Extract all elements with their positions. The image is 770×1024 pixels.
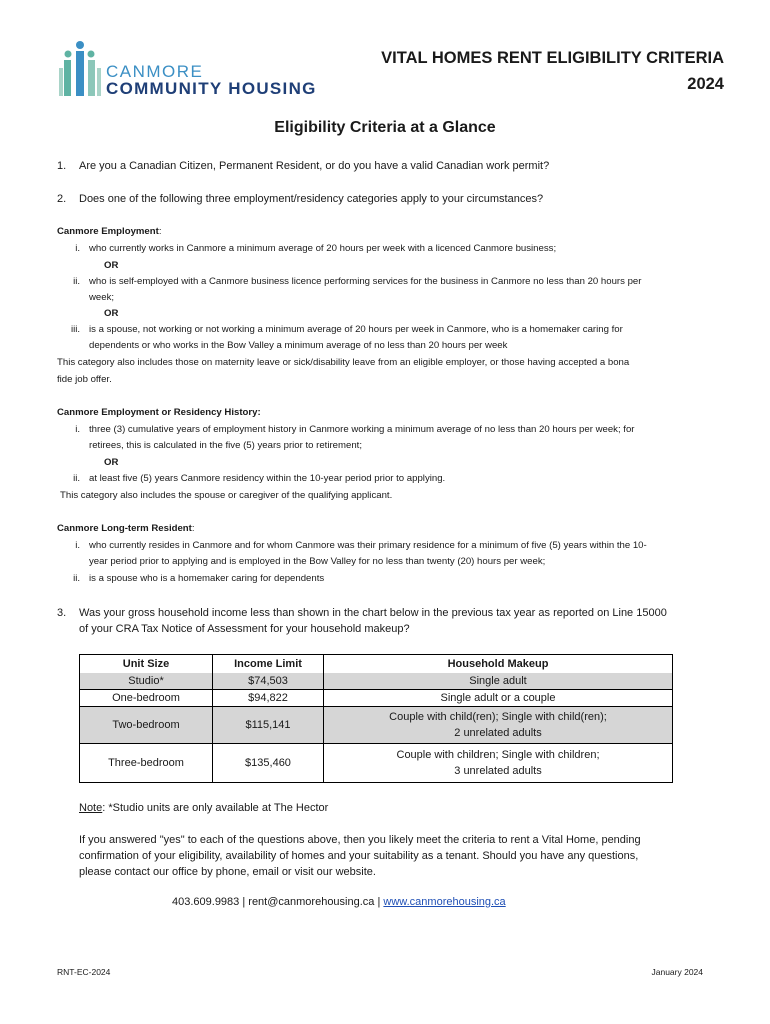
note-label: Note [79, 802, 103, 814]
list-number: ii. [73, 473, 80, 484]
website-link[interactable]: www.canmorehousing.ca [383, 896, 506, 908]
closing-line-2: confirmation of your eligibility, availability of homes and your suitability as a tenant. Should you have any questions, [79, 850, 639, 862]
table-row [80, 673, 673, 690]
table-header-row [80, 655, 673, 673]
cell-income: $94,822 [213, 690, 324, 707]
email-address[interactable]: rent@canmorehousing.ca [248, 896, 375, 908]
document-title [381, 45, 724, 97]
closing-line-1: If you answered "yes" to each of the questions above, then you likely meet the criteria to rent a Vital Home, pending [79, 834, 641, 846]
or-separator: OR [104, 308, 119, 319]
section-heading-longterm: Canmore Long-term Resident: [57, 523, 195, 534]
category-note: This category also includes those on maternity leave or sick/disability leave from an eligible employer, or those having accepted a bona [57, 357, 630, 368]
question-number: 3. [57, 607, 67, 619]
title-line-2: 2024 [687, 75, 724, 93]
note-text: : *Studio units are only available at The Hector [102, 802, 329, 814]
table-row [80, 744, 673, 783]
footer-document-code: RNT-EC-2024 [57, 967, 111, 977]
list-number: i. [75, 424, 80, 435]
question-3 [57, 605, 747, 637]
list-number: ii. [73, 276, 80, 287]
question-text: Was your gross household income less than shown in the chart below in the previous tax year as reported on Line 15000 [79, 607, 667, 619]
category-note-continued: fide job offer. [57, 374, 112, 385]
contact-line: 403.609.9983 | rent@canmorehousing.ca | www.canmorehousing.ca [172, 896, 506, 908]
cell-makeup: Couple with children; Single with children; 3 unrelated adults [324, 744, 673, 783]
question-text-continued: of your CRA Tax Notice of Assessment for your household makeup? [79, 623, 410, 635]
cell-income: $135,460 [213, 744, 324, 783]
question-number: 1. [57, 160, 67, 172]
or-separator: OR [104, 457, 119, 468]
list-item-continued: retirees, this is calculated in the five (5) years prior to retirement; [89, 440, 362, 451]
people-logo-icon [58, 40, 102, 98]
or-separator: OR [104, 260, 119, 271]
question-number: 2. [57, 193, 67, 205]
studio-note [79, 800, 328, 816]
section-heading-history: Canmore Employment or Residency History: [57, 407, 261, 418]
list-number: i. [75, 540, 80, 551]
cell-unit: Studio* [80, 673, 213, 690]
logo [58, 40, 348, 100]
cell-makeup: Single adult or a couple [324, 690, 673, 707]
income-limit-table [79, 654, 673, 783]
category-note: This category also includes the spouse or caregiver of the qualifying applicant. [60, 490, 393, 501]
list-number: i. [75, 243, 80, 254]
logo-text-canmore: CANMORE [106, 62, 204, 81]
question-1 [57, 158, 737, 174]
question-text: Does one of the following three employment/residency categories apply to your circumstances? [79, 193, 544, 205]
table-row [80, 707, 673, 744]
question-text: Are you a Canadian Citizen, Permanent Resident, or do you have a valid Canadian work permit? [79, 160, 550, 172]
cell-makeup: Couple with child(ren); Single with child(ren); 2 unrelated adults [324, 707, 673, 744]
cell-income: $115,141 [213, 707, 324, 744]
table-row [80, 690, 673, 707]
list-item: who is self-employed with a Canmore business licence performing services for the business in Canmore no less than 20 hours per [89, 276, 642, 287]
list-item-continued: week; [89, 292, 115, 303]
list-item: is a spouse, not working or not working a minimum average of 20 hours per week in Canmore, who is a homemaker caring for [89, 324, 623, 335]
section-heading-employment: Canmore Employment: [57, 226, 162, 237]
question-2 [57, 191, 737, 207]
column-header: Unit Size [80, 655, 213, 673]
list-item-continued: dependents or who works in the Bow Valley a minimum average of no less than 20 hours per week [89, 340, 508, 351]
list-number: ii. [73, 573, 80, 584]
cell-unit: Two-bedroom [80, 707, 213, 744]
closing-line-3: please contact our office by phone, email or visit our website. [79, 866, 376, 878]
list-item: who currently resides in Canmore and for whom Canmore was their primary residence for a minimum of five (5) years within the 10- [89, 540, 647, 551]
list-item: who currently works in Canmore a minimum average of 20 hours per week with a licenced Canmore business; [89, 243, 557, 254]
cell-unit: One-bedroom [80, 690, 213, 707]
column-header: Household Makeup [324, 655, 673, 673]
footer-date: January 2024 [651, 967, 703, 977]
list-number: iii. [70, 324, 80, 335]
cell-unit: Three-bedroom [80, 744, 213, 783]
list-item: at least five (5) years Canmore residency within the 10-year period prior to applying. [89, 473, 446, 484]
phone-number: 403.609.9983 [172, 896, 240, 908]
cell-income: $74,503 [213, 673, 324, 690]
column-header: Income Limit [213, 655, 324, 673]
title-line-1: VITAL HOMES RENT ELIGIBILITY CRITERIA [381, 49, 724, 67]
cell-makeup: Single adult [324, 673, 673, 690]
list-item-continued: year period prior to applying and is employed in the Bow Valley for no less than twenty (20) hours per week; [89, 556, 546, 567]
list-item: is a spouse who is a homemaker caring for dependents [89, 573, 325, 584]
list-item: three (3) cumulative years of employment history in Canmore working a minimum average of no less than 20 hours per week; for [89, 424, 635, 435]
page-subtitle: Eligibility Criteria at a Glance [274, 119, 496, 136]
logo-text-community-housing: COMMUNITY HOUSING [106, 79, 317, 98]
